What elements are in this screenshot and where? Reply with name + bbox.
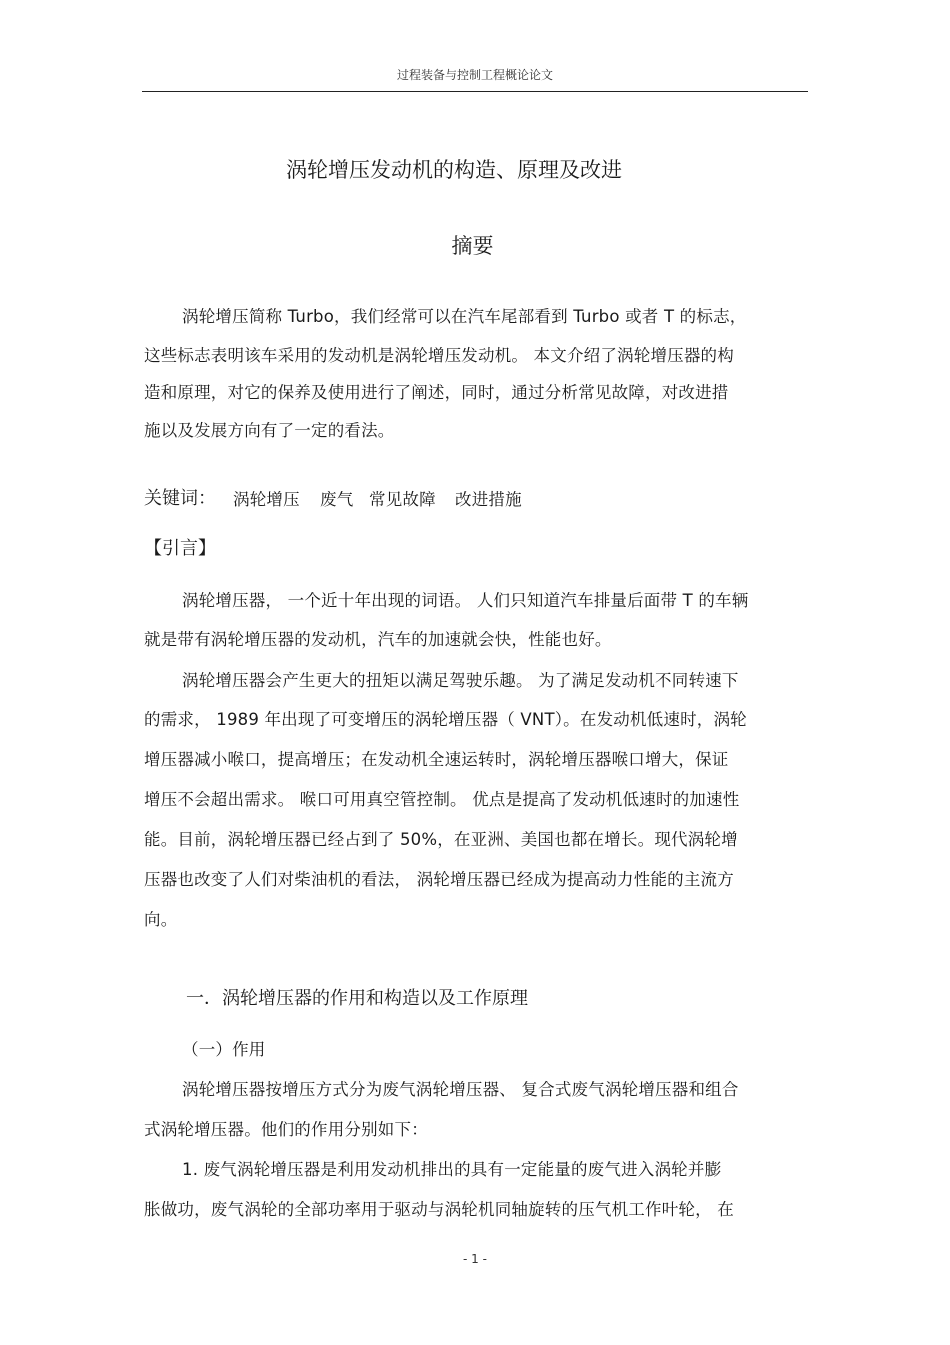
- document-title: 涡轮增压发动机的构造、原理及改进: [286, 158, 622, 182]
- intro-line: 增压不会超出需求。 喉口可用真空管控制。 优点是提高了发动机低速时的加速性: [144, 790, 740, 809]
- body-line: 1. 废气涡轮增压器是利用发动机排出的具有一定能量的废气进入涡轮并膨: [182, 1160, 722, 1179]
- body-line: 涡轮增压器按增压方式分为废气涡轮增压器、 复合式废气涡轮增压器和组合: [182, 1080, 739, 1099]
- keyword-item: 常见故障: [369, 490, 436, 509]
- body-line: 式涡轮增压器。他们的作用分别如下：: [144, 1120, 428, 1139]
- subsection-heading: （一）作用: [182, 1040, 266, 1059]
- page-number: - 1 -: [463, 1252, 487, 1266]
- abstract-line: 造和原理，对它的保养及使用进行了阐述，同时，通过分析常见故障，对改进措: [144, 383, 729, 402]
- intro-line: 涡轮增压器会产生更大的扭矩以满足驾驶乐趣。 为了满足发动机不同转速下: [182, 671, 739, 690]
- abstract-line: 涡轮增压简称 Turbo，我们经常可以在汽车尾部看到 Turbo 或者 T 的标志，: [182, 307, 747, 326]
- intro-line: 压器也改变了人们对柴油机的看法， 涡轮增压器已经成为提高动力性能的主流方: [144, 870, 734, 889]
- keyword-item: 废气: [320, 490, 354, 509]
- intro-line: 就是带有涡轮增压器的发动机，汽车的加速就会快，性能也好。: [144, 630, 612, 649]
- intro-line: 能。目前，涡轮增压器已经占到了 50%，在亚洲、美国也都在增长。现代涡轮增: [144, 830, 738, 849]
- abstract-line: 施以及发展方向有了一定的看法。: [144, 421, 395, 440]
- intro-line: 向。: [144, 910, 178, 929]
- intro-line: 的需求， 1989 年出现了可变增压的涡轮增压器（ VNT）。在发动机低速时，涡轮: [144, 710, 747, 729]
- section-heading: 一．涡轮增压器的作用和构造以及工作原理: [186, 988, 528, 1009]
- intro-line: 增压器减小喉口，提高增压；在发动机全速运转时，涡轮增压器喉口增大，保证: [144, 750, 729, 769]
- intro-line: 涡轮增压器， 一个近十年出现的词语。 人们只知道汽车排量后面带 T 的车辆: [182, 591, 749, 610]
- keyword-item: 涡轮增压: [233, 490, 300, 509]
- page-header: 过程装备与控制工程概论论文: [396, 68, 553, 82]
- body-line: 胀做功，废气涡轮的全部功率用于驱动与涡轮机同轴旋转的压气机工作叶轮， 在: [144, 1200, 734, 1219]
- abstract-heading: 摘要: [451, 234, 494, 258]
- keywords-label: 关键词：: [144, 488, 216, 509]
- abstract-line: 这些标志表明该车采用的发动机是涡轮增压发动机。 本文介绍了涡轮增压器的构: [144, 346, 734, 365]
- header-rule: [142, 91, 808, 92]
- keyword-item: 改进措施: [455, 490, 522, 509]
- intro-heading: 【引言】: [144, 538, 216, 559]
